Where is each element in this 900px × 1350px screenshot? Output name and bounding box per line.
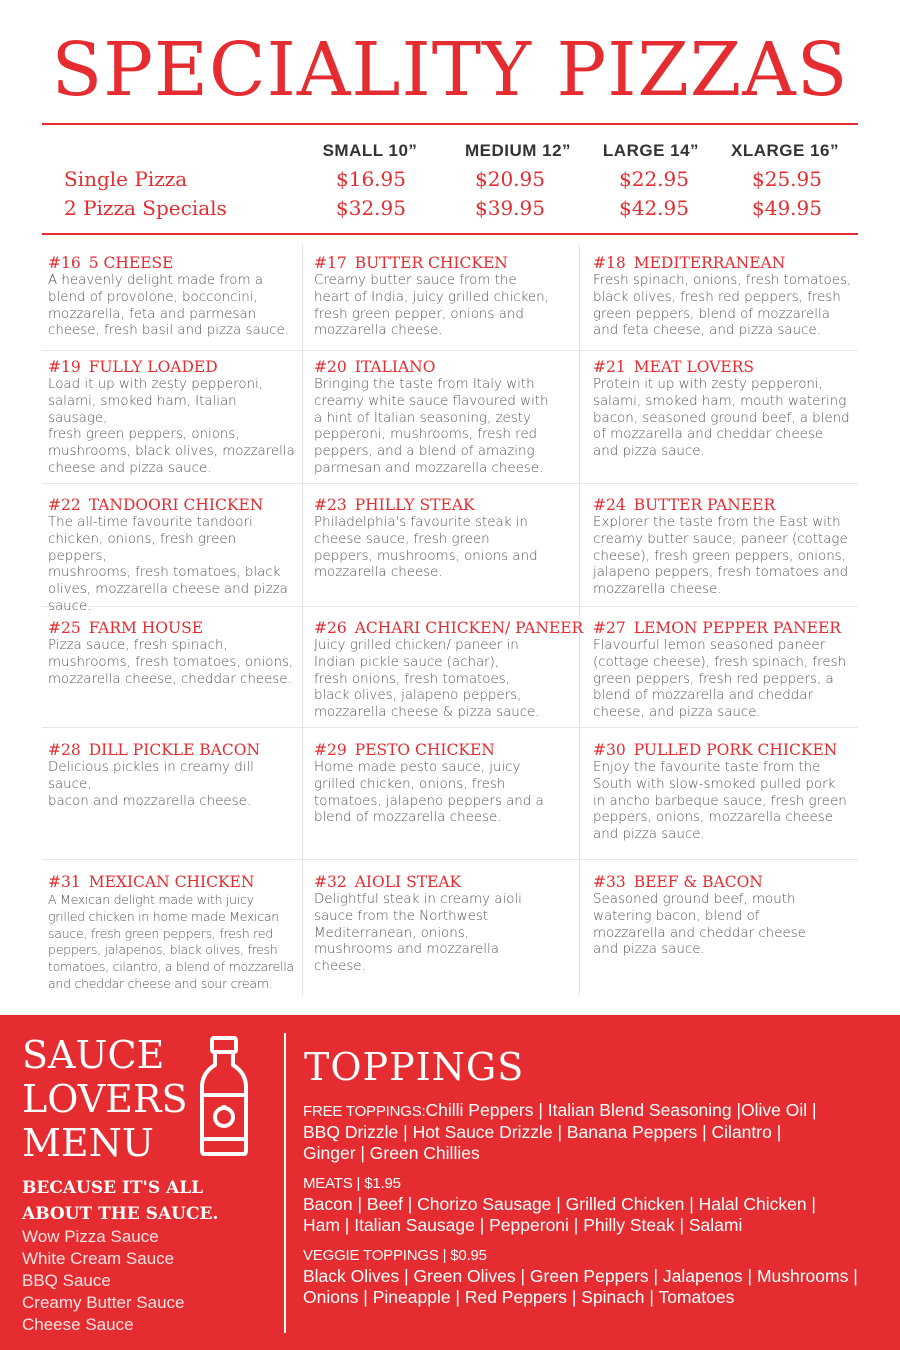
- pizza-card: [48, 254, 298, 340]
- pizza-description-line: watering bacon, blend of: [593, 908, 760, 924]
- pizza-card: [48, 358, 298, 478]
- pizza-description-line: pepperoni, mushrooms, fresh red: [314, 427, 538, 443]
- pizza-description-line: green peppers, fresh red peppers, a: [593, 671, 834, 687]
- pizza-description-line: creamy butter sauce, paneer (cottage: [593, 531, 848, 547]
- pizza-description-line: bacon, seasoned ground beef, a blend: [593, 410, 850, 426]
- pizza-number: #31: [48, 873, 81, 891]
- pizza-name: [593, 254, 855, 273]
- toppings-title: TOPPINGS: [304, 1045, 525, 1089]
- pizza-title: FULLY LOADED: [88, 358, 218, 376]
- size-header-small: SMALL 10”: [322, 141, 418, 160]
- pizza-description: [48, 760, 298, 810]
- pizza-number: #21: [593, 358, 626, 376]
- pizza-card: [593, 254, 855, 340]
- pizza-number: #18: [593, 254, 626, 272]
- pizza-description-line: peppers, mushrooms, onions and: [314, 548, 538, 564]
- pizza-description-line: green peppers, blend of mozzarella: [593, 306, 830, 322]
- pizza-description-line: cheese), fresh green peppers, onions,: [593, 548, 846, 564]
- pizza-description-line: Bringing the taste from Italy with: [314, 377, 535, 392]
- pizza-description-line: peppers, and a blend of amazing: [314, 444, 535, 460]
- sauce-title-line: MENU: [22, 1121, 154, 1165]
- pizza-description-line: a hint of Italian seasoning, zesty: [314, 410, 531, 426]
- size-header-large: LARGE 14”: [602, 141, 700, 160]
- price-divider: [42, 233, 858, 235]
- pizza-description-line: bacon and mozzarella cheese.: [48, 793, 252, 809]
- pizza-description-line: peppers, onions, mozzarella cheese: [593, 810, 833, 826]
- pizza-number: #24: [593, 496, 626, 514]
- pizza-description-line: chicken, onions, fresh green peppers,: [48, 531, 237, 564]
- pizza-card: [314, 873, 576, 976]
- pizza-description-line: cheese, and pizza sauce.: [593, 705, 761, 721]
- pizza-description-line: mozzarella cheese.: [314, 565, 443, 581]
- price-single-large: $22.95: [619, 167, 689, 191]
- pizza-title: PULLED PORK CHICKEN: [633, 741, 838, 759]
- pizza-name: [593, 358, 855, 377]
- pizza-description-line: Protein it up with zesty pepperoni,: [593, 377, 823, 392]
- pizza-description-line: Seasoned ground beef, mouth: [593, 892, 796, 907]
- pizza-description-line: grilled chicken, onions, fresh: [314, 776, 506, 792]
- pizza-description-line: Load it up with zesty pepperoni,: [48, 377, 264, 392]
- row-divider: [42, 483, 858, 484]
- pizza-description-line: Explorer the taste from the East with: [593, 515, 841, 530]
- pizza-card: [593, 741, 855, 844]
- pizza-card: [48, 741, 298, 810]
- row-divider: [42, 859, 858, 860]
- pizza-description: [593, 377, 855, 461]
- pizza-description: [314, 273, 576, 340]
- pizza-title: PESTO CHICKEN: [354, 741, 495, 759]
- sauce-item: Wow Pizza Sauce: [22, 1227, 159, 1246]
- pizza-description-line: mozzarella cheese, cheddar cheese.: [48, 671, 292, 687]
- pizza-number: #25: [48, 619, 81, 637]
- pizza-description-line: mushrooms and mozzarella: [314, 942, 499, 958]
- pizza-description-line: Creamy butter sauce from the: [314, 273, 517, 288]
- pizza-description-line: black olives, jalapeno peppers,: [314, 688, 522, 704]
- sauce-title-line: LOVERS: [22, 1077, 188, 1121]
- pizza-number: #33: [593, 873, 626, 891]
- pizza-card: [314, 741, 576, 827]
- pizza-title: MEXICAN CHICKEN: [88, 873, 255, 891]
- title-divider: [42, 123, 858, 125]
- pizza-description: [314, 638, 576, 722]
- pizza-description-line: Flavourful lemon seasoned paneer: [593, 638, 826, 653]
- pizza-description-line: parmesan and mozzarella cheese.: [314, 460, 544, 476]
- pizza-description-line: grilled chicken in home made Mexican: [48, 908, 279, 924]
- pizza-description-line: sauce.: [48, 598, 92, 614]
- pizza-description-line: Delicious pickles in creamy dill sauce,: [48, 760, 254, 792]
- pizza-number: #30: [593, 741, 626, 759]
- pizza-description-line: Delightful steak in creamy aioli: [314, 892, 522, 907]
- pizza-name: [314, 358, 576, 377]
- free-toppings-text: Chilli Peppers | Italian Blend Seasoning |Olive Oil |: [425, 1100, 817, 1120]
- pizza-title: BEEF & BACON: [633, 873, 763, 891]
- meat-toppings-line-2: Ham | Italian Sausage | Pepperoni | Philly Steak | Salami: [303, 1215, 743, 1235]
- pizza-description: [593, 515, 855, 599]
- pizza-description-line: cheese.: [314, 959, 366, 975]
- pizza-number: #26: [314, 619, 347, 637]
- pizza-name: [314, 619, 584, 638]
- pizza-description: [314, 377, 576, 478]
- price-single-medium: $20.95: [475, 167, 545, 191]
- pizza-description-line: sauce from the Northwest: [314, 908, 489, 924]
- pizza-number: #27: [593, 619, 626, 637]
- pizza-description-line: (cottage cheese), fresh spinach, fresh: [593, 654, 847, 670]
- pizza-card: [593, 358, 855, 461]
- pizza-title: PHILLY STEAK: [354, 496, 475, 514]
- free-toppings-line-3: Ginger | Green Chillies: [303, 1143, 480, 1163]
- pizza-title: 5 CHEESE: [88, 254, 174, 272]
- pizza-description-line: tomatoes, cilantro, a blend of mozzarella: [48, 959, 294, 975]
- pizza-number: #23: [314, 496, 347, 514]
- pizza-card: [593, 496, 855, 599]
- pizza-card: [593, 619, 855, 722]
- sauce-item: Cheese Sauce: [22, 1315, 134, 1334]
- free-toppings: [303, 1100, 883, 1164]
- pizza-name: [314, 873, 576, 892]
- sauce-subtitle: [22, 1175, 218, 1227]
- pizza-card: [314, 358, 576, 478]
- pizza-description: [48, 273, 298, 340]
- pizza-description-line: mozzarella, feta and parmesan: [48, 306, 257, 322]
- pizza-description-line: Enjoy the favourite taste from the: [593, 760, 821, 775]
- pizza-description-line: cheese and pizza sauce.: [48, 460, 212, 476]
- pizza-description-line: creamy white sauce flavoured with: [314, 393, 549, 409]
- pizza-description-line: salami, smoked ham, Italian sausage,: [48, 393, 237, 426]
- sauce-subtitle-line: BECAUSE IT'S ALL: [22, 1178, 204, 1198]
- pizza-description-line: jalapeno peppers, fresh tomatoes and: [593, 565, 849, 581]
- sauce-menu-title: [22, 1033, 188, 1165]
- sauce-item: Creamy Butter Sauce: [22, 1293, 185, 1312]
- pizza-title: MEAT LOVERS: [633, 358, 755, 376]
- pizza-description-line: mozzarella and cheddar cheese: [593, 925, 806, 941]
- price-row-label-single: Single Pizza: [64, 167, 188, 191]
- pizza-description-line: fresh green pepper, onions and: [314, 306, 524, 322]
- pizza-card: [48, 496, 298, 616]
- meat-toppings-label: MEATS | $1.95: [303, 1175, 401, 1192]
- footer-divider: [284, 1033, 286, 1333]
- pizza-description: [314, 892, 576, 976]
- pizza-description-line: blend of mozzarella cheese.: [314, 810, 502, 826]
- price-single-small: $16.95: [336, 167, 406, 191]
- row-divider: [42, 350, 858, 351]
- pizza-description-line: sauce, fresh green peppers, fresh red: [48, 925, 273, 941]
- pizza-title: ACHARI CHICKEN/ PANEER: [354, 619, 584, 637]
- pizza-card: [314, 496, 576, 582]
- price-double-medium: $39.95: [475, 196, 545, 220]
- pizza-description-line: Pizza sauce, fresh spinach,: [48, 638, 228, 653]
- pizza-title: DILL PICKLE BACON: [88, 741, 261, 759]
- pizza-number: #19: [48, 358, 81, 376]
- pizza-name: [593, 496, 855, 515]
- pizza-name: [593, 619, 855, 638]
- pizza-number: #22: [48, 496, 81, 514]
- pizza-title: MEDITERRANEAN: [633, 254, 786, 272]
- pizza-description-line: mozzarella cheese.: [593, 582, 722, 598]
- page-title: SPECIALITY PIZZAS: [51, 27, 849, 113]
- pizza-name: [48, 358, 298, 377]
- free-toppings-line-1: [303, 1100, 883, 1122]
- pizza-description-line: olives, mozzarella cheese and pizza: [48, 582, 288, 598]
- pizza-name: [48, 741, 298, 760]
- pizza-description-line: mozzarella cheese.: [314, 323, 443, 339]
- sauce-item: BBQ Sauce: [22, 1271, 111, 1290]
- pizza-number: #16: [48, 254, 81, 272]
- size-header-medium: MEDIUM 12”: [464, 141, 572, 160]
- pizza-description: [48, 892, 298, 993]
- pizza-description-line: fresh onions, fresh tomatoes,: [314, 671, 510, 687]
- pizza-description: [593, 892, 855, 959]
- pizza-description: [48, 515, 298, 616]
- pizza-description: [48, 377, 298, 478]
- pizza-number: #20: [314, 358, 347, 376]
- pizza-description-line: black olives, fresh red peppers, fresh: [593, 289, 841, 305]
- pizza-title: BUTTER PANEER: [633, 496, 776, 514]
- pizza-description-line: mushrooms, fresh tomatoes, onions,: [48, 654, 294, 670]
- pizza-description-line: cheese, fresh basil and pizza sauce.: [48, 323, 290, 339]
- pizza-description-line: and cheddar cheese and sour cream.: [48, 975, 273, 991]
- footer-panel: [0, 1015, 900, 1350]
- pizza-description: [314, 760, 576, 827]
- veggie-toppings: [303, 1245, 883, 1308]
- free-toppings-line-2: BBQ Drizzle | Hot Sauce Drizzle | Banana Peppers | Cilantro |: [303, 1122, 782, 1142]
- column-divider: [302, 245, 303, 995]
- pizza-description: [48, 638, 298, 688]
- sauce-title-line: SAUCE: [22, 1033, 165, 1077]
- price-double-small: $32.95: [336, 196, 406, 220]
- pizza-description-line: South with slow-smoked pulled pork: [593, 776, 836, 792]
- row-divider: [42, 727, 858, 728]
- pizza-number: #28: [48, 741, 81, 759]
- meat-toppings: [303, 1173, 883, 1236]
- pizza-card: [314, 619, 584, 722]
- pizza-name: [314, 496, 576, 515]
- pizza-title: ITALIANO: [354, 358, 436, 376]
- pizza-description-line: mozzarella cheese & pizza sauce.: [314, 705, 540, 721]
- pizza-description-line: Mediterranean, onions,: [314, 925, 469, 941]
- pizza-description: [593, 638, 855, 722]
- pizza-title: TANDOORI CHICKEN: [88, 496, 264, 514]
- pizza-title: AIOLI STEAK: [354, 873, 462, 891]
- pizza-description-line: Juicy grilled chicken/ paneer in: [314, 638, 519, 653]
- sauce-list: [22, 1226, 185, 1336]
- pizza-description-line: Philadelphia's favourite steak in: [314, 515, 528, 530]
- pizza-number: #17: [314, 254, 347, 272]
- pizza-name: [48, 254, 298, 273]
- price-double-large: $42.95: [619, 196, 689, 220]
- pizza-name: [314, 254, 576, 273]
- veggie-toppings-line-1: Black Olives | Green Olives | Green Peppers | Jalapenos | Mushrooms |: [303, 1266, 858, 1286]
- pizza-description-line: peppers, jalapenos, black olives, fresh: [48, 942, 278, 958]
- pizza-description-line: cheese sauce, fresh green: [314, 531, 490, 547]
- pizza-title: FARM HOUSE: [88, 619, 204, 637]
- pizza-title: LEMON PEPPER PANEER: [633, 619, 841, 637]
- pizza-card: [593, 873, 855, 959]
- pizza-description-line: salami, smoked ham, mouth watering: [593, 393, 847, 409]
- pizza-number: #29: [314, 741, 347, 759]
- price-double-xlarge: $49.95: [752, 196, 822, 220]
- pizza-description-line: Fresh spinach, onions, fresh tomatoes,: [593, 273, 852, 288]
- pizza-description-line: and pizza sauce.: [593, 827, 705, 843]
- pizza-description-line: tomatoes, jalapeno peppers and a: [314, 793, 544, 809]
- price-single-xlarge: $25.95: [752, 167, 822, 191]
- pizza-description-line: A Mexican delight made with juicy: [48, 892, 254, 907]
- veggie-toppings-line-2: Onions | Pineapple | Red Peppers | Spinach | Tomatoes: [303, 1287, 735, 1307]
- pizza-description-line: The all-time favourite tandoori: [48, 515, 253, 530]
- pizza-description-line: Indian pickle sauce (achar),: [314, 654, 500, 670]
- pizza-description-line: and feta cheese, and pizza sauce.: [593, 323, 821, 339]
- veggie-toppings-label: VEGGIE TOPPINGS | $0.95: [303, 1247, 487, 1264]
- pizza-description-line: mushrooms, fresh tomatoes, black: [48, 565, 281, 581]
- pizza-description-line: in ancho barbeque sauce, fresh green: [593, 793, 847, 809]
- pizza-description-line: mushrooms, black olives, mozzarella: [48, 444, 295, 460]
- pizza-number: #32: [314, 873, 347, 891]
- pizza-description-line: blend of provolone, bocconcini,: [48, 289, 258, 305]
- pizza-name: [48, 619, 298, 638]
- pizza-card: [48, 873, 298, 993]
- pizza-description-line: of mozzarella and cheddar cheese: [593, 427, 824, 443]
- pizza-name: [593, 873, 855, 892]
- pizza-description: [593, 273, 855, 340]
- pizza-title: BUTTER CHICKEN: [354, 254, 508, 272]
- pizza-description-line: and pizza sauce.: [593, 444, 705, 460]
- pizza-name: [314, 741, 576, 760]
- meat-toppings-line-1: Bacon | Beef | Chorizo Sausage | Grilled Chicken | Halal Chicken |: [303, 1194, 816, 1214]
- pizza-description-line: blend of mozzarella and cheddar: [593, 688, 813, 704]
- pizza-name: [48, 873, 298, 892]
- pizza-name: [48, 496, 298, 515]
- pizza-description-line: Home made pesto sauce, juicy: [314, 760, 521, 775]
- pizza-description-line: A heavenly delight made from a: [48, 273, 263, 288]
- pizza-description: [314, 515, 576, 582]
- pizza-description: [593, 760, 855, 844]
- sauce-bottle-icon: [196, 1035, 252, 1157]
- free-toppings-label: FREE TOPPINGS:: [303, 1103, 426, 1120]
- pizza-card: [314, 254, 576, 340]
- size-header-xlarge: XLARGE 16”: [731, 141, 839, 160]
- sauce-item: White Cream Sauce: [22, 1249, 175, 1268]
- price-row-label-double: 2 Pizza Specials: [64, 196, 227, 220]
- pizza-card: [48, 619, 298, 688]
- pizza-description-line: fresh green peppers, onions,: [48, 427, 240, 443]
- pizza-description-line: heart of India, juicy grilled chicken,: [314, 289, 549, 305]
- pizza-description-line: and pizza sauce.: [593, 942, 705, 958]
- sauce-subtitle-line: ABOUT THE SAUCE.: [22, 1204, 219, 1224]
- pizza-name: [593, 741, 855, 760]
